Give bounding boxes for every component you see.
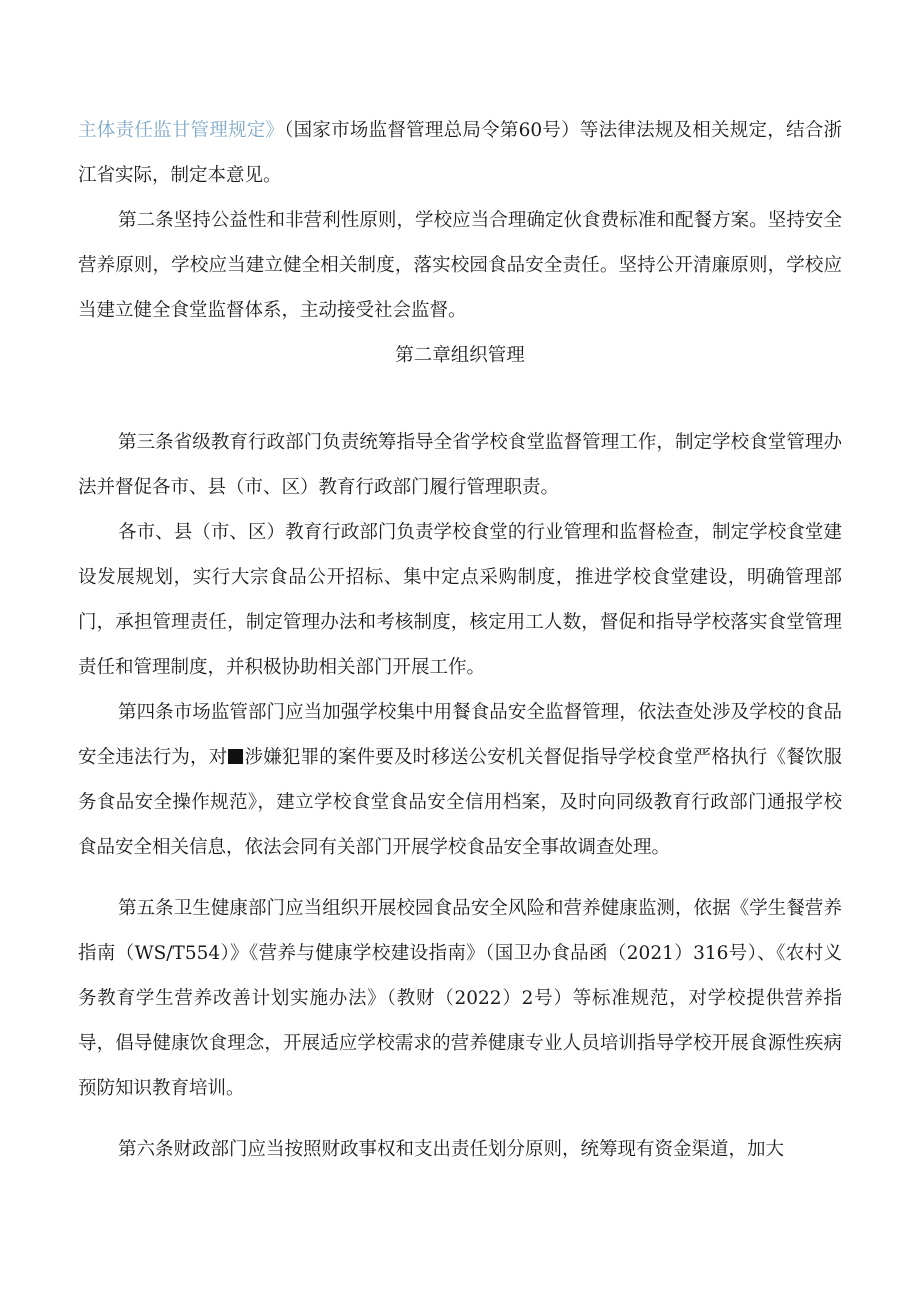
article-4-text-b: 涉嫌犯罪的案件要及时移送公安机关督促指导学校食堂严格执行《餐饮服务食品安全操作规范》，建立学校食堂食品安全信用档案，及时向同级教育行政部门通报学校食品安全相关信息，依法会同有关部门开展学校食品安全事故调查处理。 bbox=[78, 747, 842, 858]
article-6: 第六条财政部门应当按照财政事权和支出责任划分原则，统筹现有资金渠道，加大 bbox=[118, 1139, 785, 1160]
chapter-2-heading: 第二章组织管理 bbox=[395, 345, 525, 366]
paragraph-intro-continuation bbox=[78, 108, 842, 198]
paragraph-intro-text: （国家市场监督管理总局令第60号）等法律法规及相关规定，结合浙江省实际，制定本意见。 bbox=[78, 120, 842, 186]
redaction-block-icon bbox=[228, 749, 243, 764]
article-3-paragraph-2: 各市、县（市、区）教育行政部门负责学校食堂的行业管理和监督检查，制定学校食堂建设发展规划，实行大宗食品公开招标、集中定点采购制度，推进学校食堂建设，明确管理部门，承担管理责任，制定管理办法和考核制度，核定用工人数，督促和指导学校落实食堂管理责任和管理制度，并积极协助相关部门开展工作。 bbox=[78, 522, 842, 678]
article-4-text-a: 第四条市场监管部门应当加强学校集中用餐食品安全监督管理，依法查处涉及学校的食品安全违法行为，对 bbox=[78, 702, 842, 768]
article-3: 第三条省级教育行政部门负责统筹指导全省学校食堂监督管理工作，制定学校食堂管理办法并督促各市、县（市、区）教育行政部门履行管理职责。 bbox=[78, 432, 842, 498]
article-5: 第五条卫生健康部门应当组织开展校园食品安全风险和营养健康监测，依据《学生餐营养指南（WS/T554）》《营养与健康学校建设指南》（国卫办食品函（2021）316号）、《农村义务教育学生营养改善计划实施办法》（教财（2022）2号）等标准规范，对学校提供营养指导，倡导健康饮食理念，开展适应学校需求的营养健康专业人员培训指导学校开展食源性疾病预防知识教育培训。 bbox=[78, 898, 842, 1099]
document-page bbox=[78, 108, 842, 1172]
article-4 bbox=[78, 690, 842, 870]
article-2: 第二条坚持公益性和非营利性原则，学校应当合理确定伙食费标准和配餐方案。坚持安全营养原则，学校应当建立健全相关制度，落实校园食品安全责任。坚持公开清廉原则，学校应当建立健全食堂监督体系，主动接受社会监督。 bbox=[78, 210, 842, 321]
regulation-title-fragment: 主体责任监甘管理规定》 bbox=[78, 120, 285, 141]
